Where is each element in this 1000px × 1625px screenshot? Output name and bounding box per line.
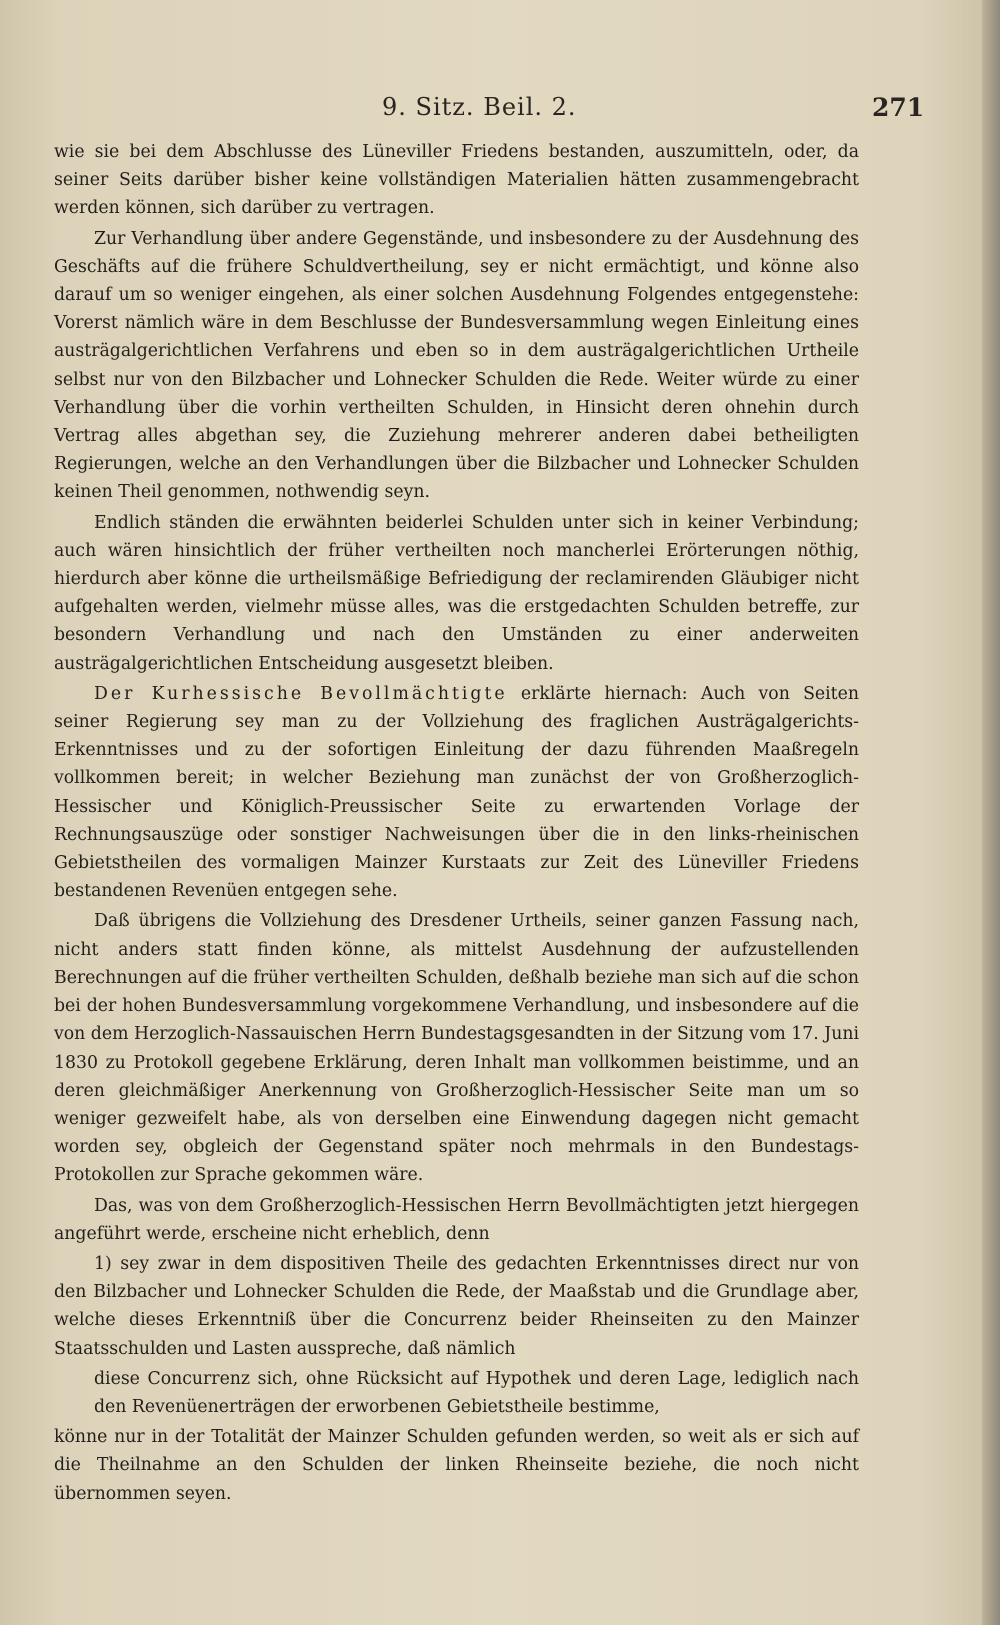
paragraph-kurhessian-text: erklärte hiernach: Auch von Seiten seiner Regierung sey man zu der Vollziehung des fraglichen Austrägalgerichts-Erkenntnisses und zu der sofortigen Einleitung der dazu führenden Maaßregeln vollkommen bereit; in welcher Beziehung man zunächst der von Großherzoglich-Hessischer und Königlich-Preussischer Seite zu erwartenden Vorlage der Rechnungsauszüge oder sonstiger Nachweisungen über die in den links-rheinischen Gebietstheilen des vormaligen Mainzer Kurstaats zur Zeit des Lüneviller Friedens bestandenen Revenüen entgegen sehe. xyxy=(54,683,859,902)
paragraph-negotiation: Zur Verhandlung über andere Gegenstände, und insbesondere zu der Ausdehnung des Geschäfts auf die frühere Schuldvertheilung, sey er nicht ermächtigt, und könne also darauf um so weniger eingehen, als einer solchen Ausdehnung Folgendes entgegenstehe: Vorerst nämlich wäre in dem Beschlusse der Bundesversammlung wegen Einleitung eines austrägalgerichtlichen Verfahrens und eben so in dem austrägalgerichtlichen Urtheile selbst nur von den Bilzbacher und Lohnecker Schulden die Rede. Weiter würde zu einer Verhandlung über die vorhin vertheilten Schulden, in Hinsicht deren ohnehin durch Vertrag alles abgethan sey, die Zuziehung mehrerer anderen dabei betheiligten Regierungen, welche an den Verhandlungen über die Bilzbacher und Lohnecker Schulden keinen Theil genommen, nothwendig seyn. xyxy=(54,228,859,503)
list-item-1: 1) sey zwar in dem dispositiven Theile des gedachten Erkenntnisses direct nur von den Bilzbacher und Lohnecker Schulden die Rede, der Maaßstab und die Grundlage aber, welche dieses Erkenntniß über die Concurrenz beider Rheinseiten zu den Mainzer Staatsschulden und Lasten ausspreche, daß nämlich xyxy=(54,1253,859,1359)
page-number: 271 xyxy=(872,93,925,122)
paragraph-dresden-judgment: Daß übrigens die Vollziehung des Dresdener Urtheils, seiner ganzen Fassung nach, nicht anders statt finden könne, als mittelst Ausdehnung der aufzustellenden Berechnungen auf die früher vertheilten Schulden, deßhalb beziehe man sich auf die schon bei der hohen Bundesversammlung vorgekommene Verhandlung, und insbesondere auf die von dem Herzoglich-Nassauischen Herrn Bundestagsgesandten in der Sitzung vom 17. Juni 1830 zu Protokoll gegebene Erklärung, deren Inhalt man vollkommen beistimme, und an deren gleichmäßiger Anerkennung von Großherzoglich-Hessischer Seite man um so weniger gezweifelt habe, als von derselben eine Einwendung dagegen nicht gemacht worden sey, obgleich der Gegenstand später noch mehrmals in den Bundestags-Protokollen zur Sprache gekommen wäre. xyxy=(54,911,859,1186)
speaker-label: Der Kurhessische Bevollmächtigte xyxy=(94,683,508,704)
paragraph-finally: Endlich ständen die erwähnten beiderlei Schulden unter sich in keiner Verbindung; auch wären hinsichtlich der früher vertheilten noch mancherlei Erörterungen nöthig, hierdurch aber könne die urtheilsmäßige Befriedigung der reclamirenden Gläubiger nicht aufgehalten werden, vielmehr müsse alles, was die erstgedachten Schulden betreffe, zur besondern Verhandlung und nach den Umständen zu einer anderweiten austrägalgerichtlichen Entscheidung ausgesetzt bleiben. xyxy=(54,512,859,674)
page-edge-shadow xyxy=(982,0,1000,1625)
running-head: 9. Sitz. Beil. 2. xyxy=(382,93,577,121)
paragraph-kurhessian-statement xyxy=(54,680,859,906)
paragraph-conclusion: könne nur in der Totalität der Mainzer Schulden gefunden werden, so weit als er sich auf die Theilnahme an den Schulden der linken Rheinseite beziehe, die noch nicht übernommen seyen. xyxy=(54,1427,859,1504)
document-body xyxy=(54,138,859,1510)
indented-clause: diese Concurrenz sich, ohne Rücksicht auf Hypothek und deren Lage, lediglich nach den Revenüenerträgen der erworbenen Gebietstheile bestimme, xyxy=(94,1368,859,1417)
paragraph-objection: Das, was von dem Großherzoglich-Hessischen Herrn Bevollmächtigten jetzt hiergegen angeführt werde, erscheine nicht erheblich, denn xyxy=(54,1195,859,1244)
paragraph-continuation: wie sie bei dem Abschlusse des Lüneviller Friedens bestanden, auszumitteln, oder, da seiner Seits darüber bisher keine vollständigen Materialien hätten zusammengebracht werden können, sich darüber zu vertragen. xyxy=(54,142,859,219)
page-header xyxy=(0,93,1000,133)
